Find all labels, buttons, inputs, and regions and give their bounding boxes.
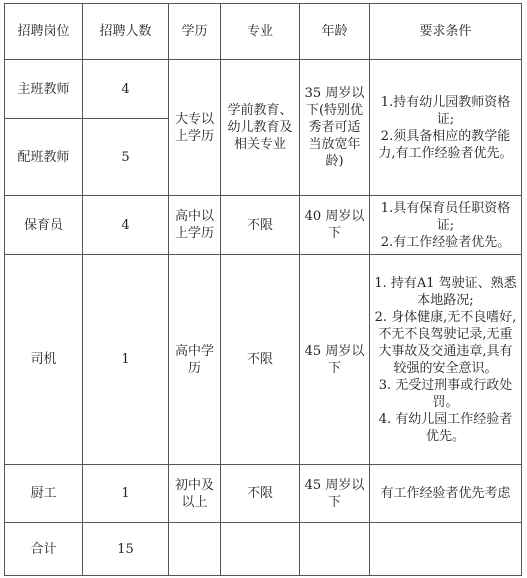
cell-position: 厨工 — [5, 465, 83, 523]
requirement-item: 3. 无受过刑事或行政处罚。 — [378, 377, 513, 410]
requirement-item: 2.有工作经验者优先。 — [380, 234, 511, 250]
cell-count: 1 — [83, 255, 169, 465]
cell-major: 不限 — [221, 465, 300, 523]
cell-position: 司机 — [5, 255, 83, 465]
cell-major: 不限 — [221, 255, 300, 465]
header-count: 招聘人数 — [83, 4, 169, 60]
cell-empty — [221, 523, 300, 576]
requirement-item: 4. 有幼儿园工作经验者优先。 — [378, 411, 513, 444]
cell-total-label: 合计 — [5, 523, 83, 576]
cell-position: 主班教师 — [5, 60, 83, 119]
cell-education: 大专以上学历 — [169, 60, 221, 196]
cell-count: 5 — [83, 119, 169, 196]
cell-count: 1 — [83, 465, 169, 523]
cell-age: 40 周岁以下 — [300, 196, 370, 255]
cell-requirements — [370, 196, 522, 255]
cell-education: 高中学历 — [169, 255, 221, 465]
cell-education: 初中及以上 — [169, 465, 221, 523]
table-row — [5, 196, 522, 255]
requirement-item: 1.持有幼儿园教师资格证; — [380, 94, 511, 127]
cell-age: 45 周岁以下 — [300, 255, 370, 465]
cell-position: 保育员 — [5, 196, 83, 255]
cell-requirements — [370, 255, 522, 465]
cell-total-count: 15 — [83, 523, 169, 576]
requirement-item: 1. 持有A1 驾驶证、熟悉本地路况; — [374, 275, 517, 308]
cell-count: 4 — [83, 60, 169, 119]
cell-major: 学前教育、幼儿教育及相关专业 — [221, 60, 300, 196]
header-education: 学历 — [169, 4, 221, 60]
requirement-item: 1.具有保育员任职资格证; — [380, 200, 511, 233]
header-age: 年龄 — [300, 4, 370, 60]
table-row — [5, 255, 522, 465]
cell-requirements — [370, 465, 522, 523]
requirement-item: 2. 身体健康,无不良嗜好,不无不良驾驶记录,无重大事故及交通违章,具有较强的安全意识。 — [374, 309, 517, 376]
recruitment-table — [4, 3, 522, 576]
cell-requirements — [370, 60, 522, 196]
cell-age: 45 周岁以下 — [300, 465, 370, 523]
header-position: 招聘岗位 — [5, 4, 83, 60]
header-major: 专业 — [221, 4, 300, 60]
table-header-row — [5, 4, 522, 60]
cell-empty — [370, 523, 522, 576]
cell-empty — [169, 523, 221, 576]
table-row — [5, 465, 522, 523]
table-row — [5, 60, 522, 119]
table-total-row — [5, 523, 522, 576]
cell-empty — [300, 523, 370, 576]
header-requirements: 要求条件 — [370, 4, 522, 60]
cell-education: 高中以上学历 — [169, 196, 221, 255]
requirement-item: 有工作经验者优先考虑 — [380, 486, 511, 501]
cell-position: 配班教师 — [5, 119, 83, 196]
cell-count: 4 — [83, 196, 169, 255]
requirement-item: 2.须具备相应的教学能力,有工作经验者优先。 — [378, 128, 513, 161]
cell-major: 不限 — [221, 196, 300, 255]
cell-age: 35 周岁以下(特别优秀者可适当放宽年龄) — [300, 60, 370, 196]
